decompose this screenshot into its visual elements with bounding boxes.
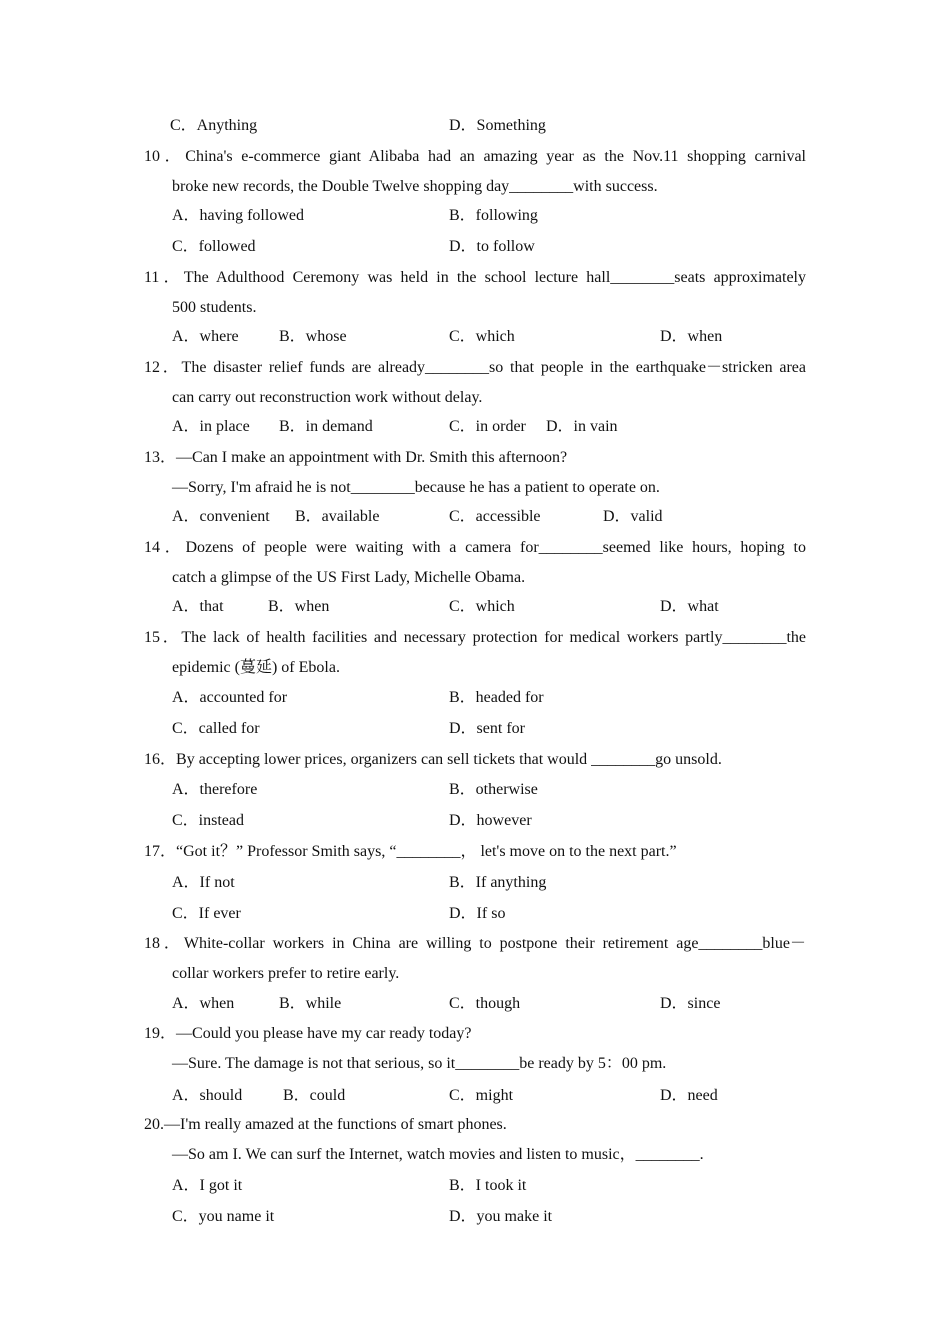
option-c: C．called for [172,720,260,737]
option-b: B．otherwise [449,781,538,798]
question-number: 20. [144,1116,164,1133]
option-c: C．which [449,328,515,345]
option-a: A．when [172,995,235,1012]
option-d: D．sent for [449,720,525,737]
question-text-line: The disaster relief funds are already________so that people in the earthquake－stricken area [181,359,806,376]
question-text-line: China's e-commerce giant Alibaba had an amazing year as the Nov.11 shopping carnival [185,148,806,165]
option-b: B．while [279,995,342,1012]
option-c: C．Anything [170,117,258,134]
option-d: D．valid [603,508,663,525]
question-text-line: broke new records, the Double Twelve shopping day________with success. [172,178,658,195]
option-a: A．accounted for [172,689,288,706]
option-a: A．where [172,328,239,345]
question-number: 19． [144,1025,177,1042]
question-text-line: —Can I make an appointment with Dr. Smith this afternoon? [176,449,568,466]
question-number: 17． [144,843,177,860]
option-d: D．need [660,1087,718,1104]
question-text-line: —I'm really amazed at the functions of smart phones. [164,1116,507,1133]
option-b: B．If anything [449,874,547,891]
option-c: C．accessible [449,508,541,525]
question-11 [144,263,806,323]
option-d: D．to follow [449,238,535,255]
option-b: B．following [449,207,538,224]
option-a: A．I got it [172,1177,243,1194]
option-c: C．you name it [172,1208,275,1225]
option-c: C．instead [172,812,244,829]
question-number: 12． [144,359,182,376]
question-text-line: —So am I. We can surf the Internet, watch movies and listen to music，________. [172,1146,704,1163]
option-b: B．whose [279,328,347,345]
question-14 [144,533,806,593]
question-text-line: —Sorry, I'm afraid he is not________because he has a patient to operate on. [172,479,660,496]
question-text-line: The Adulthood Ceremony was held in the school lecture hall________seats approximately [183,269,806,286]
option-b: B．I took it [449,1177,527,1194]
option-c: C．though [449,995,521,1012]
option-c: C．might [449,1087,514,1104]
question-16 [144,745,806,775]
option-c: C．in order [449,418,526,435]
option-d: D．since [660,995,721,1012]
question-text-line: By accepting lower prices, organizers can sell tickets that would ________go unsold. [176,751,722,768]
question-text-line: —Could you please have my car ready today? [176,1025,472,1042]
option-a: A．If not [172,874,235,891]
question-18 [144,929,806,989]
question-number: 10． [144,148,186,165]
option-a: A．having followed [172,207,304,224]
option-b: B．in demand [279,418,373,435]
question-12 [144,353,806,413]
question-text-line: collar workers prefer to retire early. [172,965,400,982]
question-number: 18． [144,935,184,952]
option-c: C．which [449,598,515,615]
option-b: B．headed for [449,689,544,706]
question-10 [144,142,806,202]
option-d: D．when [660,328,723,345]
option-d: D．however [449,812,532,829]
question-text-line: The lack of health facilities and necessary protection for medical workers partly________the [181,629,806,646]
question-17 [144,837,806,867]
question-text-line: —Sure. The damage is not that serious, so it________be ready by 5：00 pm. [172,1055,667,1072]
question-number: 14． [144,539,186,556]
option-d: D．If so [449,905,506,922]
option-b: B．available [295,508,380,525]
question-number: 15． [144,629,182,646]
option-d: D．what [660,598,719,615]
option-a: A．that [172,598,224,615]
question-number: 13． [144,449,177,466]
question-15 [144,623,806,683]
question-text-line: can carry out reconstruction work without delay. [172,389,483,406]
question-13 [144,443,806,503]
option-a: A．convenient [172,508,270,525]
question-text-line: “Got it？” Professor Smith says, “________， let's move on to the next part.” [176,843,677,860]
question-number: 11． [144,269,184,286]
option-d: D．you make it [449,1208,553,1225]
option-b: B．could [283,1087,346,1104]
question-text-line: 500 students. [172,299,257,316]
option-d: D．in vain [546,418,618,435]
question-text-line: epidemic (蔓延) of Ebola. [172,659,340,676]
option-b: B．when [268,598,330,615]
option-d: D．Something [449,117,546,134]
question-20 [144,1110,806,1170]
option-c: C．followed [172,238,256,255]
question-number: 16． [144,751,177,768]
option-a: A．should [172,1087,243,1104]
question-19 [144,1019,806,1079]
question-text-line: catch a glimpse of the US First Lady, Michelle Obama. [172,569,526,586]
option-a: A．in place [172,418,250,435]
option-c: C．If ever [172,905,241,922]
question-text-line: Dozens of people were waiting with a camera for________seemed like hours, hoping to [185,539,806,556]
option-a: A．therefore [172,781,258,798]
question-text-line: White-collar workers in China are willing to postpone their retirement age________blue－ [183,935,806,952]
